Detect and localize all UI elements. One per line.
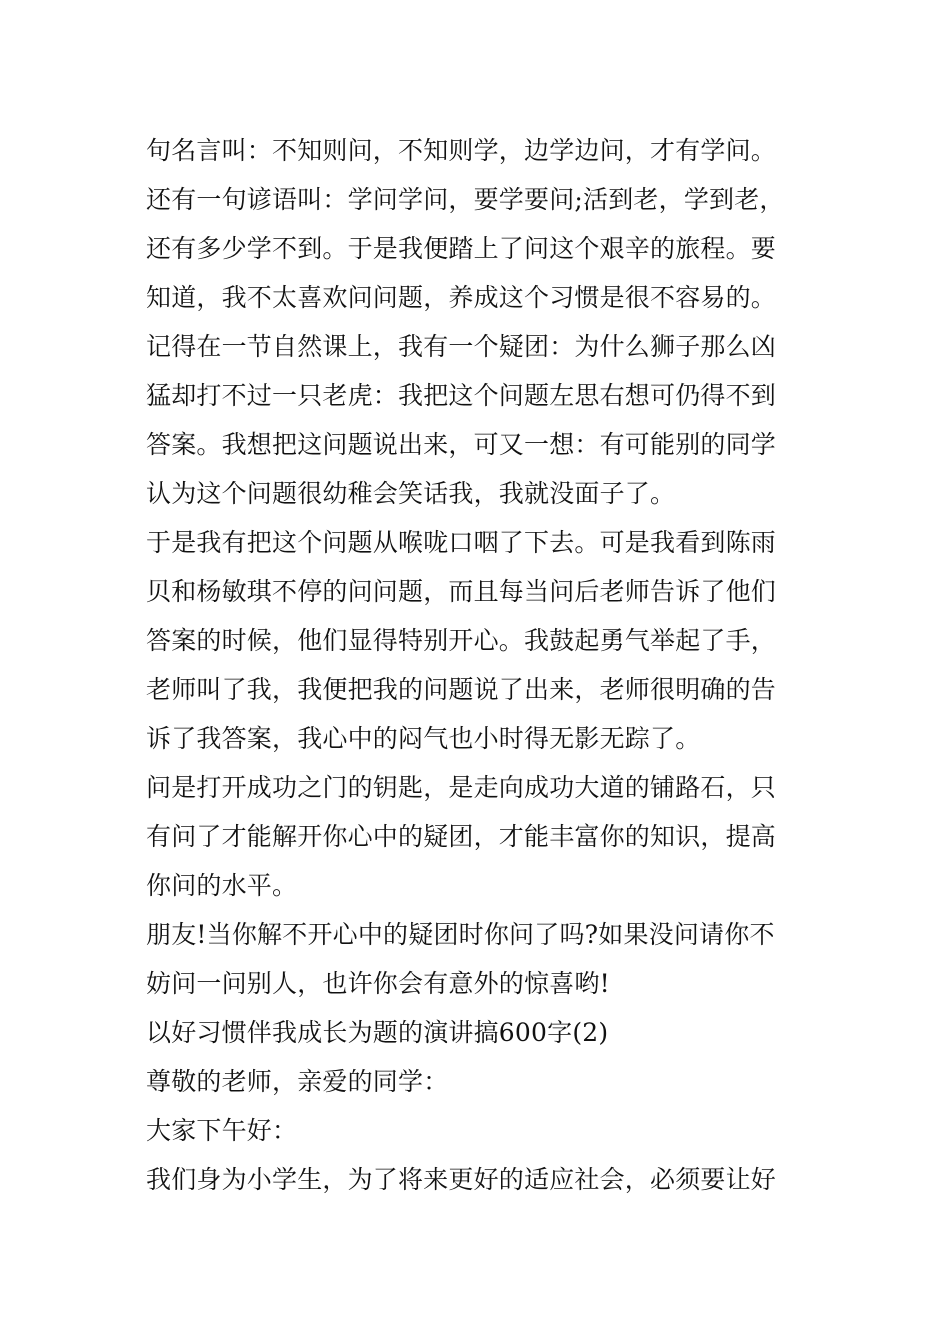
text-line: 知道，我不太喜欢问问题，养成这个习惯是很不容易的。	[146, 283, 777, 312]
text-line: 记得在一节自然课上，我有一个疑团：为什么狮子那么凶	[146, 332, 777, 361]
text-line: 还有多少学不到。于是我便踏上了问这个艰辛的旅程。要	[146, 234, 777, 263]
text-line: 我们身为小学生，为了将来更好的适应社会，必须要让好	[146, 1165, 777, 1194]
text-line: 妨问一问别人，也许你会有意外的惊喜哟!	[146, 969, 610, 998]
greeting: 大家下午好：	[146, 1116, 298, 1145]
text-line: 句名言叫：不知则问，不知则学，边学边问，才有学问。	[146, 136, 777, 165]
text-line: 问是打开成功之门的钥匙，是走向成功大道的铺路石，只	[146, 773, 777, 802]
text-line: 贝和杨敏琪不停的问问题，而且每当问后老师告诉了他们	[146, 577, 777, 606]
text-line: 认为这个问题很幼稚会笑话我，我就没面子了。	[146, 479, 676, 508]
section-heading: 以好习惯伴我成长为题的演讲搞600字(2)	[146, 1018, 609, 1047]
text-line: 有问了才能解开你心中的疑团，才能丰富你的知识，提高	[146, 822, 777, 851]
text-line: 诉了我答案，我心中的闷气也小时得无影无踪了。	[146, 724, 701, 753]
text-line: 答案。我想把这问题说出来，可又一想：有可能别的同学	[146, 430, 777, 459]
text-line: 老师叫了我，我便把我的问题说了出来，老师很明确的告	[146, 675, 777, 704]
text-line: 猛却打不过一只老虎：我把这个问题左思右想可仍得不到	[146, 381, 777, 410]
document-body	[146, 126, 808, 1204]
text-line: 于是我有把这个问题从喉咙口咽了下去。可是我看到陈雨	[146, 528, 777, 557]
text-line: 答案的时候，他们显得特别开心。我鼓起勇气举起了手，	[146, 626, 777, 655]
salutation: 尊敬的老师，亲爱的同学：	[146, 1067, 449, 1096]
text-line: 朋友!当你解不开心中的疑团时你问了吗?如果没问请你不	[146, 920, 775, 949]
text-line: 还有一句谚语叫：学问学问，要学要问;活到老，学到老，	[146, 185, 785, 214]
text-line: 你问的水平。	[146, 871, 298, 900]
